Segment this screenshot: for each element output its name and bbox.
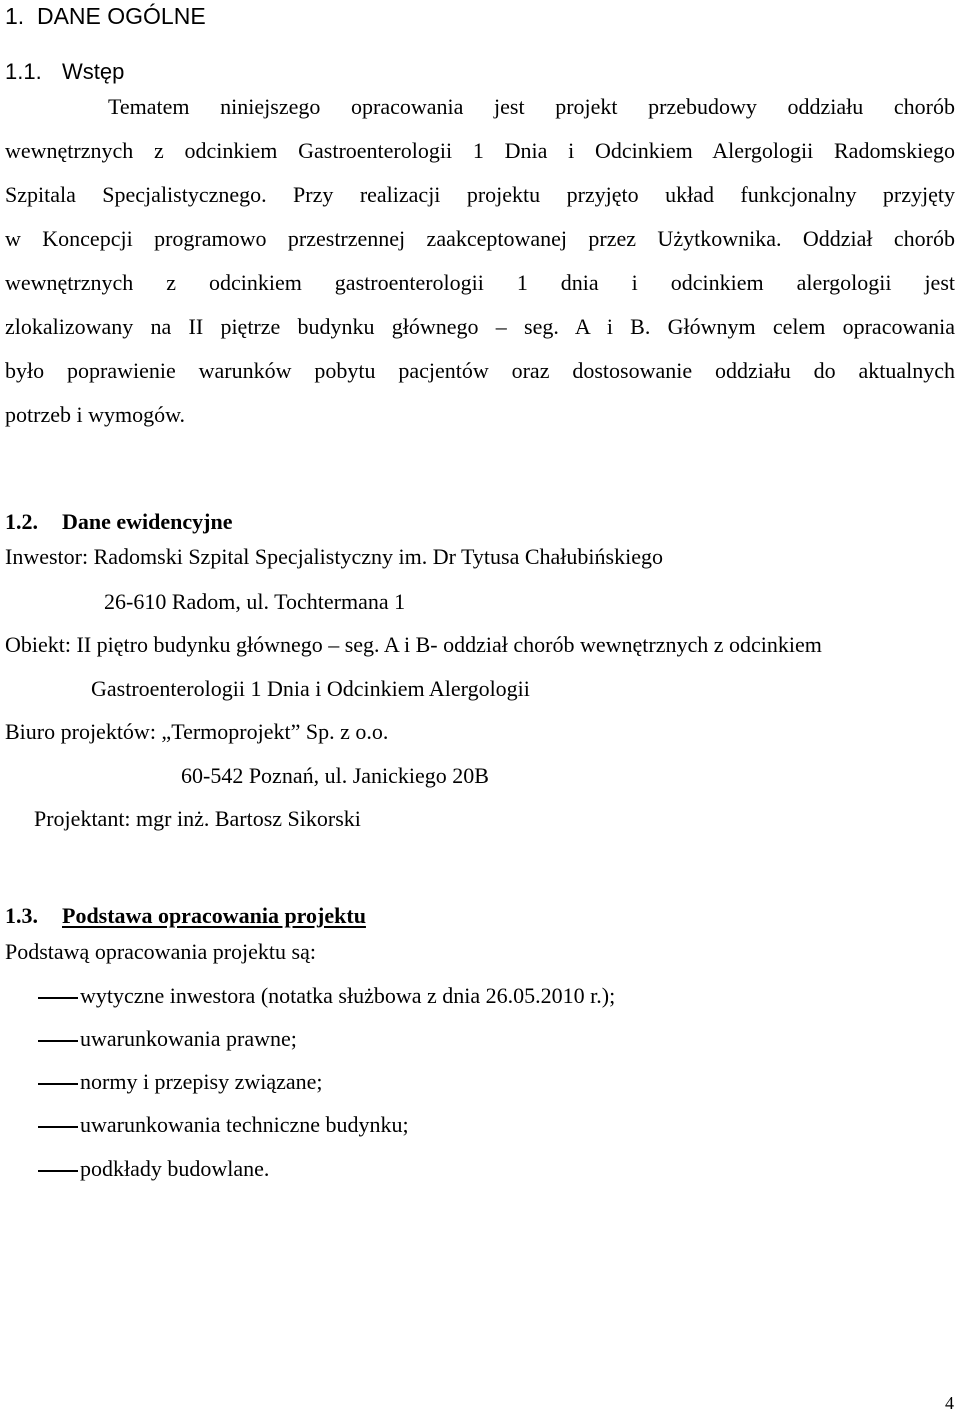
section-1-3-number: 1.3. <box>5 903 38 928</box>
section-heading-1-2 <box>5 508 232 536</box>
paragraph-line: zlokalizowany na II piętrze budynku głównego – seg. A i B. Głównym celem opracowania <box>5 314 955 339</box>
intro-paragraph <box>5 85 955 437</box>
list-item-text: uwarunkowania prawne; <box>80 1026 297 1051</box>
section-1-2-title: Dane ewidencyjne <box>62 509 233 534</box>
section-1-1-number: 1.1. <box>5 59 42 84</box>
list-item <box>38 1111 409 1139</box>
page-number: 4 <box>945 1393 954 1413</box>
paragraph-line: Szpitala Specjalistycznego. Przy realizacji projektu przyjęto układ funkcjonalny przyjęty <box>5 182 955 207</box>
investor-address: 26-610 Radom, ul. Tochtermana 1 <box>104 589 406 614</box>
paragraph-line: było poprawienie warunków pobytu pacjentów oraz dostosowanie oddziału do aktualnych <box>5 358 955 383</box>
section-1-number: 1. <box>5 3 25 29</box>
paragraph-line: Tematem niniejszego opracowania jest projekt przebudowy oddziału chorób <box>108 94 955 119</box>
section-heading-1-1 <box>5 58 124 86</box>
dash-bullet-icon <box>38 1083 78 1085</box>
section-heading-1-3 <box>5 902 366 930</box>
dash-bullet-icon <box>38 997 78 999</box>
list-item <box>38 1025 297 1053</box>
investor-line: Inwestor: Radomski Szpital Specjalistyczny im. Dr Tytusa Chałubińskiego <box>5 544 663 569</box>
paragraph-line: wewnętrznych z odcinkiem Gastroenterologii 1 Dnia i Odcinkiem Alergologii Radomskiego <box>5 138 955 163</box>
dash-bullet-icon <box>38 1126 78 1128</box>
object-line-continued: Gastroenterologii 1 Dnia i Odcinkiem Alergologii <box>91 676 530 701</box>
section-1-1-title: Wstęp <box>62 59 125 84</box>
design-office-address: 60-542 Poznań, ul. Janickiego 20B <box>181 763 489 788</box>
list-item <box>38 1068 323 1096</box>
dash-bullet-icon <box>38 1040 78 1042</box>
section-1-title: DANE OGÓLNE <box>36 3 206 29</box>
designer-line: Projektant: mgr inż. Bartosz Sikorski <box>34 806 361 831</box>
paragraph-line: potrzeb i wymogów. <box>5 402 186 427</box>
design-office-line: Biuro projektów: „Termoprojekt” Sp. z o.o. <box>5 719 389 744</box>
section-heading-1 <box>5 2 206 30</box>
list-item-text: podkłady budowlane. <box>80 1156 270 1181</box>
basis-intro: Podstawą opracowania projektu są: <box>5 939 316 964</box>
object-line: Obiekt: II piętro budynku głównego – seg. A i B- oddział chorób wewnętrznych z odcinkiem <box>5 632 822 657</box>
section-1-2-number: 1.2. <box>5 509 38 534</box>
list-item <box>38 1155 270 1183</box>
dash-bullet-icon <box>38 1170 78 1172</box>
section-1-3-title: Podstawa opracowania projektu <box>62 903 366 928</box>
paragraph-line: w Koncepcji programowo przestrzennej zaakceptowanej przez Użytkownika. Oddział chorób <box>5 226 955 251</box>
list-item-text: normy i przepisy związane; <box>80 1069 323 1094</box>
list-item-text: uwarunkowania techniczne budynku; <box>80 1112 409 1137</box>
list-item <box>38 982 616 1010</box>
list-item-text: wytyczne inwestora (notatka służbowa z dnia 26.05.2010 r.); <box>80 983 616 1008</box>
paragraph-line: wewnętrznych z odcinkiem gastroenterologii 1 dnia i odcinkiem alergologii jest <box>5 270 955 295</box>
